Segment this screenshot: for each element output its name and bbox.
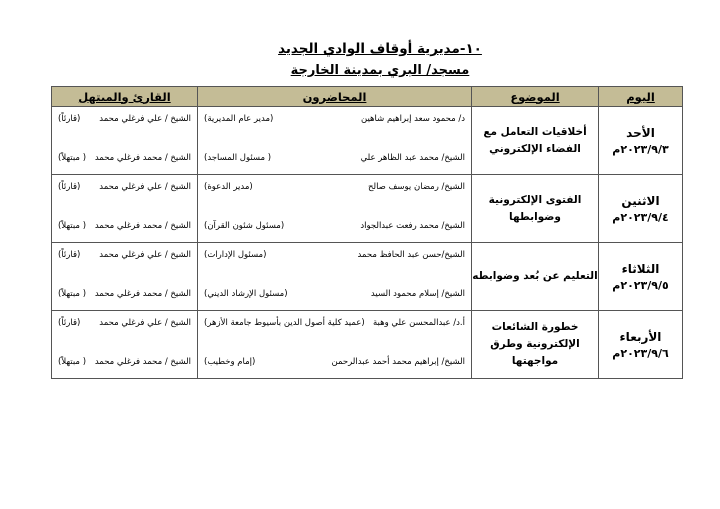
lecturer-role: (مسئول شئون القرآن) [204, 221, 285, 231]
reader-name: الشيخ / علي فرغلي محمد [99, 182, 191, 192]
lecturer-name: الشيخ/حسن عبد الحافظ محمد [357, 250, 465, 260]
schedule-table [51, 86, 683, 379]
lecturer-entry [204, 181, 465, 193]
day-cell [599, 107, 683, 175]
reader-name: الشيخ / علي فرغلي محمد [99, 318, 191, 328]
table-row [52, 311, 683, 379]
lecturer-name: الشيخ/ رمضان يوسف صالح [368, 182, 465, 192]
day-date: ٢٠٢٣/٩/٤م [612, 210, 669, 224]
lecturers-cell [198, 175, 472, 243]
day-name: الاثنين [621, 193, 660, 208]
reader-name: الشيخ / محمد فرغلي محمد [94, 357, 191, 367]
header-day: اليوم [599, 87, 683, 107]
lecturer-entry [204, 220, 465, 232]
readers-cell [52, 243, 198, 311]
reader-name: الشيخ / محمد فرغلي محمد [94, 221, 191, 231]
lecturer-name: د/ محمود سعد إبراهيم شاهين [361, 114, 465, 124]
reader-role: ( مبتهلاً) [58, 357, 87, 367]
reader-entry [58, 356, 191, 368]
reader-entry [58, 317, 191, 329]
reader-role: ( مبتهلاً) [58, 289, 87, 299]
reader-name: الشيخ / علي فرغلي محمد [99, 114, 191, 124]
mosque-title: مسجد/ البري بمدينة الخارجة [290, 63, 470, 78]
lecturer-entry [204, 113, 465, 125]
day-name: الأربعاء [619, 329, 662, 344]
reader-entry [58, 220, 191, 232]
lecturer-entry [204, 288, 465, 300]
day-date: ٢٠٢٣/٩/٦م [612, 346, 669, 360]
reader-name: الشيخ / علي فرغلي محمد [99, 250, 191, 260]
table-row [52, 243, 683, 311]
table-row [52, 107, 683, 175]
reader-entry [58, 249, 191, 261]
reader-name: الشيخ / محمد فرغلي محمد [94, 289, 191, 299]
day-name: الثلاثاء [621, 261, 660, 276]
day-cell [599, 311, 683, 379]
reader-role: (قارئاً) [58, 114, 81, 124]
lecturer-role: (إمام وخطيب) [204, 357, 256, 367]
lecturer-role: (مدير عام المديرية) [204, 114, 274, 124]
reader-entry [58, 152, 191, 164]
header-row [52, 87, 683, 107]
day-cell [599, 175, 683, 243]
lecturer-role: (مسئول الإدارات) [204, 250, 267, 260]
lecturer-name: أ.د/ عبدالمحسن علي وهبة [372, 318, 465, 328]
reader-role: ( مبتهلاً) [58, 221, 87, 231]
reader-role: (قارئاً) [58, 250, 81, 260]
lecturer-entry [204, 317, 465, 329]
header-topic: الموضوع [472, 87, 599, 107]
reader-entry [58, 113, 191, 125]
reader-role: ( مبتهلاً) [58, 153, 87, 163]
readers-cell [52, 175, 198, 243]
readers-cell [52, 311, 198, 379]
directorate-title: ١٠-مديرية أوقاف الوادي الجديد [278, 41, 482, 57]
header-readers: القارئ والمبتهل [52, 87, 198, 107]
day-cell [599, 243, 683, 311]
document-header [0, 40, 720, 80]
lecturer-role: (مدير الدعوة) [204, 182, 253, 192]
lecturer-entry [204, 356, 465, 368]
lecturer-role: (عميد كلية أصول الدين بأسيوط جامعة الأزهر) [204, 318, 365, 328]
topic-cell: خطورة الشائعات الإلكترونية وطرق مواجهتها [472, 311, 599, 379]
reader-role: (قارئاً) [58, 318, 81, 328]
header-lecturers: المحاضرون [198, 87, 472, 107]
lecturers-cell [198, 243, 472, 311]
lecturer-name: الشيخ/ إسلام محمود السيد [370, 289, 465, 299]
topic-cell: التعليم عن بُعد وضوابطه [472, 243, 599, 311]
table-row [52, 175, 683, 243]
lecturers-cell [198, 311, 472, 379]
topic-cell: الفتوى الإلكترونية وضوابطها [472, 175, 599, 243]
reader-role: (قارئاً) [58, 182, 81, 192]
lecturers-cell [198, 107, 472, 175]
day-date: ٢٠٢٣/٩/٣م [612, 142, 669, 156]
lecturer-role: (مسئول الإرشاد الديني) [204, 289, 288, 299]
day-date: ٢٠٢٣/٩/٥م [612, 278, 669, 292]
lecturer-name: الشيخ/ إبراهيم محمد أحمد عبدالرحمن [331, 357, 465, 367]
lecturer-entry [204, 152, 465, 164]
lecturer-name: الشيخ/ محمد رفعت عبدالجواد [360, 221, 465, 231]
lecturer-entry [204, 249, 465, 261]
readers-cell [52, 107, 198, 175]
reader-entry [58, 181, 191, 193]
topic-cell: أخلاقيات التعامل مع الفضاء الإلكتروني [472, 107, 599, 175]
reader-name: الشيخ / محمد فرغلي محمد [94, 153, 191, 163]
lecturer-name: الشيخ/ محمد عبد الظاهر علي [360, 153, 465, 163]
lecturer-role: ( مسئول المساجد) [204, 153, 272, 163]
day-name: الأحد [626, 125, 655, 140]
reader-entry [58, 288, 191, 300]
